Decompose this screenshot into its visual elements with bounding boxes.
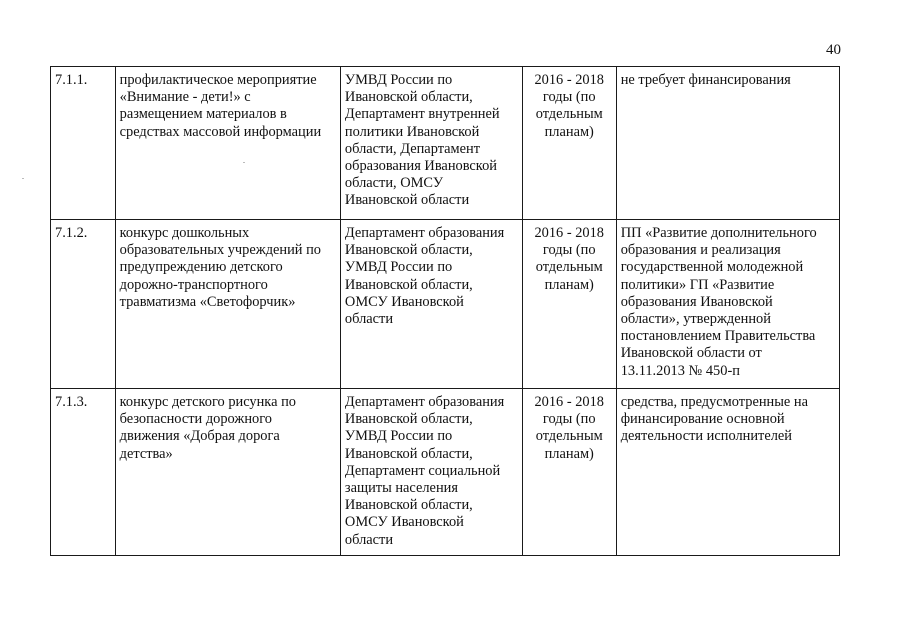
event-cell [115,389,340,556]
scan-artifact [22,178,24,179]
term-text: 2016 - 2018 годы (по отдельным планам) [534,394,605,462]
table-row [51,67,840,220]
executors-text: УМВД России по Ивановской области, Департамент внутренней политики Ивановской области, Департамент образования Ивановской области, ОМСУ Ивановской области [344,72,500,209]
financing-cell [616,67,839,220]
financing-cell [616,220,839,389]
term-text: 2016 - 2018 годы (по отдельным планам) [534,72,605,140]
financing-cell [616,389,839,556]
event-text: профилактическое мероприятие «Внимание - дети!» с размещением материалов в средствах массовой информации [119,72,322,140]
event-cell [115,220,340,389]
page-number: 40 [826,42,841,58]
table-row [51,220,840,389]
item-number-cell [51,220,116,389]
item-number: 7.1.1. [55,72,88,88]
event-cell [115,67,340,220]
executors-cell [340,389,522,556]
executors-text: Департамент образования Ивановской области, УМВД России по Ивановской области, ОМСУ Ивановской области [344,225,505,328]
executors-text: Департамент образования Ивановской области, УМВД России по Ивановской области, Департамент социальной защиты населения Ивановской области, ОМСУ Ивановской области [344,394,505,548]
item-number-cell [51,389,116,556]
term-cell [522,220,616,389]
financing-text: ПП «Развитие дополнительного образования и реализация государственной молодежной политики» ГП «Развитие образования Ивановской области», утвержденной постановлением Правительства Ивановской области от 13.11.2013 № 450-п [620,225,817,379]
item-number-cell [51,67,116,220]
term-cell [522,389,616,556]
financing-text: средства, предусмотренные на финансирование основной деятельности исполнителей [620,394,808,445]
event-text: конкурс дошкольных образовательных учреждений по предупреждению детского дорожно-транспортного травматизма «Светофорчик» [119,225,322,310]
term-text: 2016 - 2018 годы (по отдельным планам) [534,225,605,293]
financing-text: не требует финансирования [620,72,791,88]
executors-cell [340,67,522,220]
executors-cell [340,220,522,389]
term-cell [522,67,616,220]
item-number: 7.1.2. [55,225,88,241]
item-number: 7.1.3. [55,394,88,410]
table-row [51,389,840,556]
measures-table [50,66,840,556]
event-text: конкурс детского рисунка по безопасности дорожного движения «Добрая дорога детства» [119,394,296,462]
